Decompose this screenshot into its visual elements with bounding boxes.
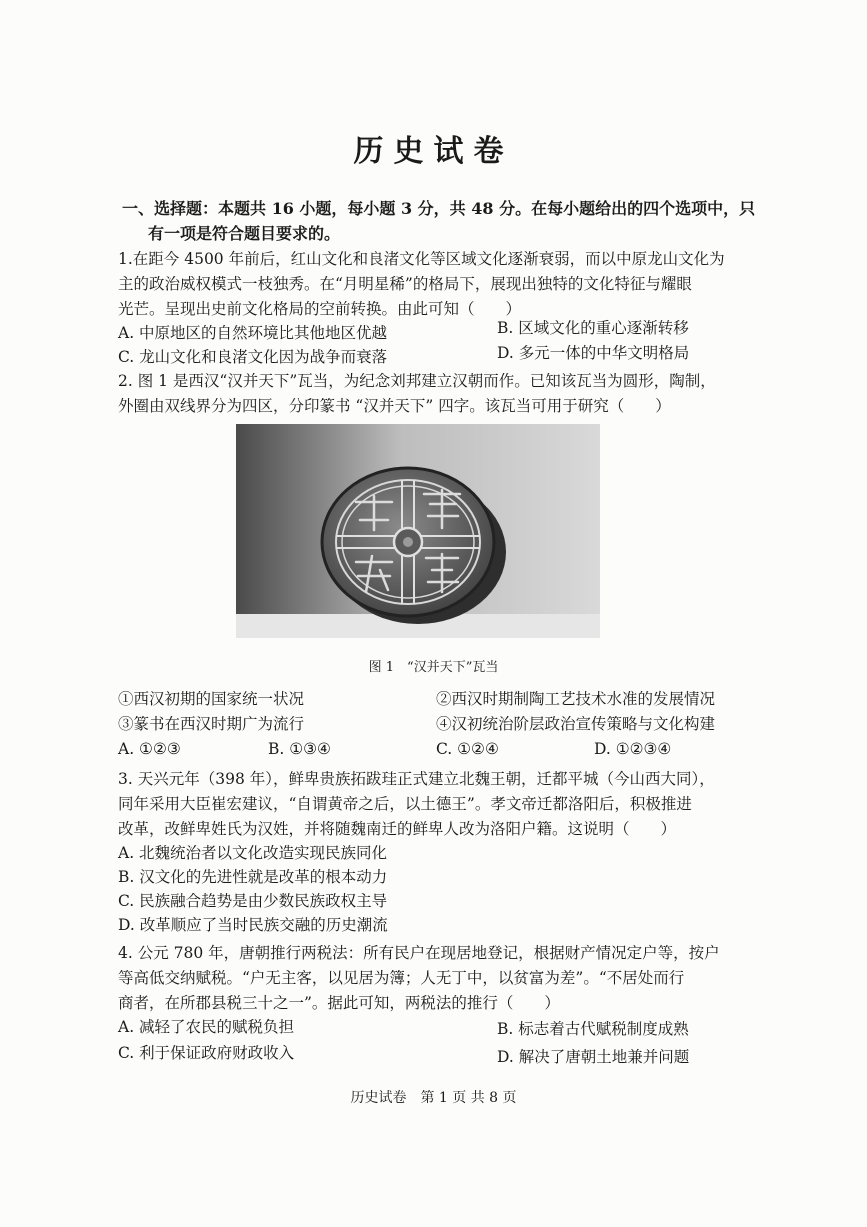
q2-statement-4: ④汉初统治阶层政治宣传策略与文化构建 (436, 715, 716, 733)
q1-option-a: A. 中原地区的自然环境比其他地区优越 (118, 324, 388, 342)
q2-statement-3: ③篆书在西汉时期广为流行 (118, 715, 305, 733)
q2-option-a: A. ①②③ (118, 740, 181, 758)
page-footer: 历史试卷 第 1 页 共 8 页 (350, 1090, 517, 1106)
q1-stem-line2: 主的政治威权模式一枝独秀。在“月明星稀”的格局下，展现出独特的文化特征与耀眼 (118, 275, 692, 293)
section-instruction-line1: 一、选择题：本题共 16 小题，每小题 3 分，共 48 分。在每小题给出的四个选项中，只 (122, 199, 756, 218)
q2-option-d: D. ①②③④ (594, 740, 672, 758)
figure-caption: 图 1 “汉并天下”瓦当 (368, 660, 499, 675)
q1-stem-line3: 光芒。呈现出史前文化格局的空前转换。由此可知（ ） (118, 300, 522, 318)
section-instruction-line2: 有一项是符合题目要求的。 (148, 224, 341, 243)
q1-stem-line1: 1.在距今 4500 年前后，红山文化和良渚文化等区域文化逐渐衰弱，而以中原龙山文化为 (118, 250, 725, 268)
wadang-photo (236, 424, 600, 638)
q3-stem-line3: 改革，改鲜卑姓氏为汉姓，并将随魏南迁的鲜卑人改为洛阳户籍。这说明（ ） (118, 820, 677, 838)
q2-stem-line2: 外圈由双线界分为四区，分印篆书 “汉并天下” 四字。该瓦当可用于研究（ ） (118, 397, 671, 415)
q1-option-d: D. 多元一体的中华文明格局 (497, 344, 690, 362)
q4-option-a: A. 减轻了农民的赋税负担 (118, 1018, 295, 1036)
q3-option-d: D. 改革顺应了当时民族交融的历史潮流 (118, 916, 388, 934)
q1-option-b: B. 区域文化的重心逐渐转移 (497, 319, 689, 337)
q2-statement-2: ②西汉时期制陶工艺技术水准的发展情况 (436, 690, 716, 708)
q3-stem-line2: 同年采用大臣崔宏建议，“自谓黄帝之后，以土德王”。孝文帝迁都洛阳后，积极推进 (118, 795, 692, 813)
q1-option-c: C. 龙山文化和良渚文化因为战争而衰落 (118, 348, 388, 366)
q4-option-b: B. 标志着古代赋税制度成熟 (497, 1020, 689, 1038)
q4-stem-line2: 等高低交纳赋税。“户无主客，以见居为簿；人无丁中，以贫富为差”。“不居处而行 (118, 969, 685, 987)
q2-stem-line1: 2. 图 1 是西汉“汉并天下”瓦当，为纪念刘邦建立汉朝而作。已知该瓦当为圆形，陶制， (118, 372, 716, 390)
q3-option-c: C. 民族融合趋势是由少数民族政权主导 (118, 892, 388, 910)
q4-stem-line1: 4. 公元 780 年，唐朝推行两税法：所有民户在现居地登记，根据财产情况定户等，按户 (118, 944, 720, 962)
page-title: 历史试卷 (353, 134, 514, 169)
q2-option-b: B. ①③④ (268, 740, 331, 758)
q4-option-c: C. 利于保证政府财政收入 (118, 1044, 295, 1062)
q3-option-a: A. 北魏统治者以文化改造实现民族同化 (118, 844, 388, 862)
q4-option-d: D. 解决了唐朝土地兼并问题 (497, 1048, 690, 1066)
q4-stem-line3: 商者，在所郡县税三十之一”。据此可知，两税法的推行（ ） (118, 994, 560, 1012)
q3-option-b: B. 汉文化的先进性就是改革的根本动力 (118, 868, 388, 886)
q3-stem-line1: 3. 天兴元年（398 年），鲜卑贵族拓跋珪正式建立北魏王朝，迁都平城（今山西大同）， (118, 770, 715, 788)
q2-statement-1: ①西汉初期的国家统一状况 (118, 690, 305, 708)
q2-option-c: C. ①②④ (436, 740, 499, 758)
